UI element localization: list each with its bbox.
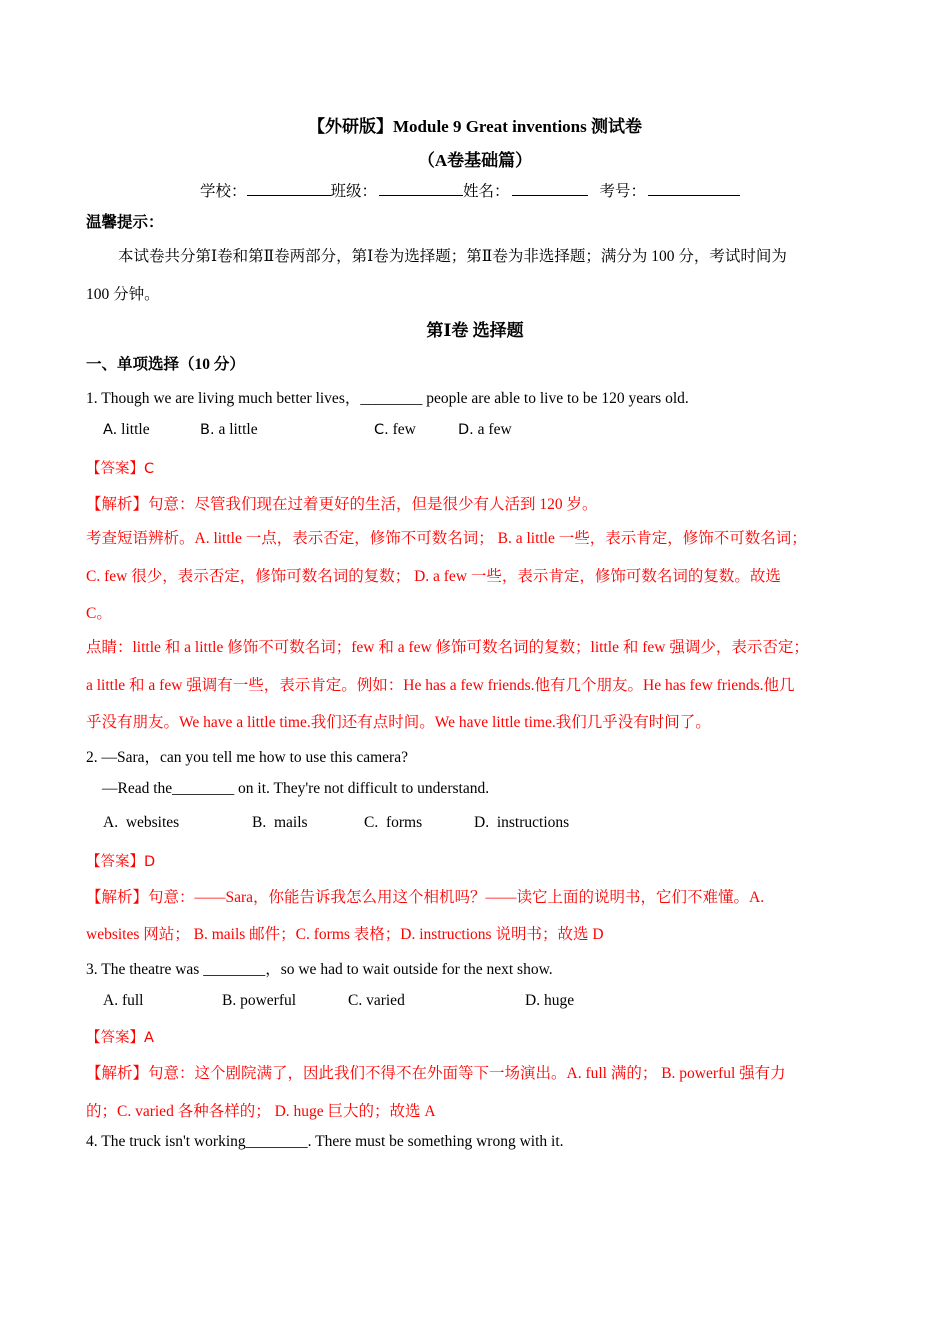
notice-line-2: 100 分钟。 [86, 286, 160, 303]
q1-option-b: a little [218, 421, 258, 438]
q3-option-b: B. powerful [222, 992, 297, 1009]
school-label: 学校： [200, 183, 247, 200]
exam-no-label: 考号： [599, 183, 647, 200]
q3-stem: 3. The theatre was ________，so we had to wait outside for the next show. [86, 961, 553, 978]
q1-answer: 【答案】C [86, 461, 155, 477]
q3-option-c: C. varied [348, 992, 405, 1009]
part-heading: 第Ⅰ卷 选择题 [426, 321, 524, 340]
q2-option-c: forms [385, 814, 423, 831]
class-blank [379, 181, 463, 196]
q3-analysis-1: 【解析】句意：这个剧院满了，因此我们不得不在外面等下一场演出。A. full 满的； B. powerful 强有力 [86, 1065, 786, 1082]
name-label: 姓名： [463, 183, 510, 200]
q4-stem: 4. The truck isn't working________. There must be something wrong with it. [86, 1133, 564, 1150]
q3-option-d: D. huge [525, 992, 575, 1009]
info-fields [200, 179, 740, 201]
q1-analysis-2: 考查短语辨析。A. little 一点，表示否定，修饰不可数名词； B. a little 一些，表示肯定，修饰不可数名词； [86, 530, 807, 547]
q2-option-d: instructions [496, 814, 570, 831]
q1-option-d: a few [477, 421, 512, 438]
class-label: 班级： [330, 183, 378, 200]
exam-no-blank [648, 181, 740, 196]
section-heading: 一、单项选择（10 分） [86, 356, 245, 373]
q1-note-1: 点睛：little 和 a little 修饰不可数名词；few 和 a few 修饰可数名词的复数；little 和 few 强调少，表示否定； [86, 639, 809, 656]
q1-options: A. little [103, 421, 150, 438]
q1-analysis-3: C. few 很少，表示否定，修饰可数名词的复数； D. a few 一些，表示肯定，修饰可数名词的复数。故选 [86, 568, 781, 585]
q2-stem-1: 2. —Sara，can you tell me how to use this camera? [86, 749, 408, 766]
q1-note-3: 乎没有朋友。We have a little time.我们还有点时间。We have little time.我们几乎没有时间了。 [86, 714, 711, 731]
q2-option-b: mails [273, 814, 308, 831]
q2-analysis-1: 【解析】句意：——Sara，你能告诉我怎么用这个相机吗？——读它上面的说明书，它们不难懂。A. [86, 889, 765, 906]
q1-analysis-4: C。 [86, 605, 112, 622]
q2-answer: 【答案】D [86, 854, 156, 870]
notice-line-1: 本试卷共分第Ⅰ卷和第Ⅱ卷两部分，第Ⅰ卷为选择题；第Ⅱ卷为非选择题；满分为 100 分，考试时间为 [118, 248, 787, 265]
q1-analysis-1: 【解析】句意：尽管我们现在过着更好的生活，但是很少有人活到 120 岁。 [86, 496, 598, 513]
notice-heading: 温馨提示： [86, 214, 164, 231]
name-blank [512, 181, 588, 196]
q3-analysis-2: 的；C. varied 各种各样的； D. huge 巨大的；故选 A [86, 1103, 436, 1120]
q1-option-c: few [392, 421, 416, 438]
q3-answer: 【答案】A [86, 1030, 154, 1046]
school-blank [247, 181, 331, 196]
document-title: 【外研版】Module 9 Great inventions 测试卷 [307, 117, 643, 136]
q2-option-a: websites [125, 814, 180, 831]
q2-stem-2: —Read the________ on it. They're not difficult to understand. [102, 780, 490, 797]
q2-analysis-2: websites 网站； B. mails 邮件；C. forms 表格；D. instructions 说明书；故选 D [86, 926, 604, 943]
q1-stem: 1. Though we are living much better lives，________ people are able to live to be 120 years old. [86, 390, 689, 407]
q3-option-a: A. full [103, 992, 144, 1009]
q1-option-a: little [121, 421, 150, 438]
document-subtitle: （A卷基础篇） [417, 151, 533, 170]
q1-note-2: a little 和 a few 强调有一些，表示肯定。例如：He has a few friends.他有几个朋友。He has few friends.他几 [86, 677, 795, 694]
